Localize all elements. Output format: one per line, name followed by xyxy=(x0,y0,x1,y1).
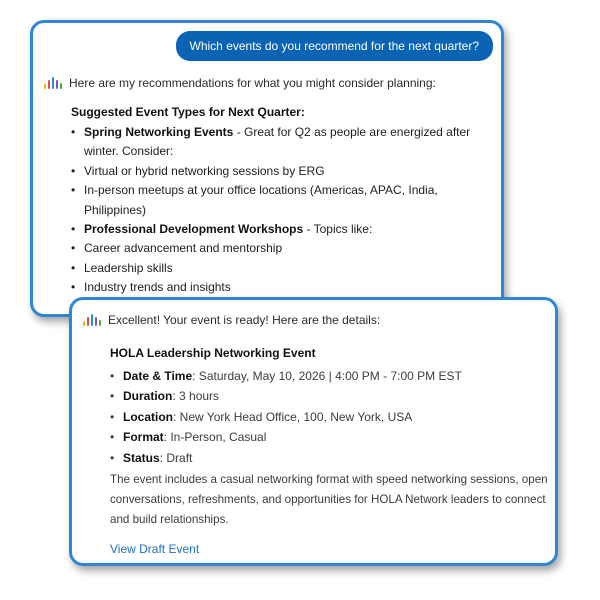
chat-window-recommendations xyxy=(30,20,504,317)
event-detail-status: • Status: Draft xyxy=(110,448,550,468)
assistant-message-row xyxy=(83,313,380,327)
list-item: • Leadership skills xyxy=(71,259,501,278)
event-description: The event includes a casual networking format with speed networking sessions, open conversations, refreshments, and opportunities for HOLA Network leaders to connect and build relationships. xyxy=(110,473,548,526)
assistant-intro-text: Excellent! Your event is ready! Here are the details: xyxy=(108,313,381,327)
list-item: • Industry trends and insights xyxy=(71,278,501,297)
assistant-message-row xyxy=(44,76,436,90)
recommendation-list xyxy=(71,123,501,317)
user-message-bubble: Which events do you recommend for the next quarter? xyxy=(176,31,493,61)
list-item: • In-person meetups at your office locations (Americas, APAC, India, Philippines) xyxy=(71,181,501,220)
event-title: HOLA Leadership Networking Event xyxy=(110,346,316,360)
assistant-intro-text: Here are my recommendations for what you might consider planning: xyxy=(69,76,436,90)
event-detail-duration: • Duration: 3 hours xyxy=(110,386,550,406)
list-item: • Career advancement and mentorship xyxy=(71,239,501,258)
event-details-list xyxy=(110,366,550,468)
section-heading: Suggested Event Types for Next Quarter: xyxy=(71,105,305,119)
assistant-sound-bars-icon xyxy=(83,314,101,326)
list-item: • Professional Development Workshops - Topics like: xyxy=(71,220,501,239)
list-item: • Virtual or hybrid networking sessions by ERG xyxy=(71,162,501,181)
list-item: • Spring Networking Events - Great for Q2 as people are energized after winter. Consider: xyxy=(71,123,501,162)
event-detail-format: • Format: In-Person, Casual xyxy=(110,427,550,447)
assistant-sound-bars-icon xyxy=(44,77,62,89)
chat-window-event-details xyxy=(69,297,558,566)
view-draft-event-link[interactable]: View Draft Event xyxy=(110,542,200,556)
event-detail-location: • Location: New York Head Office, 100, New York, USA xyxy=(110,407,550,427)
event-detail-date-time: • Date & Time: Saturday, May 10, 2026 | 4:00 PM - 7:00 PM EST xyxy=(110,366,550,386)
